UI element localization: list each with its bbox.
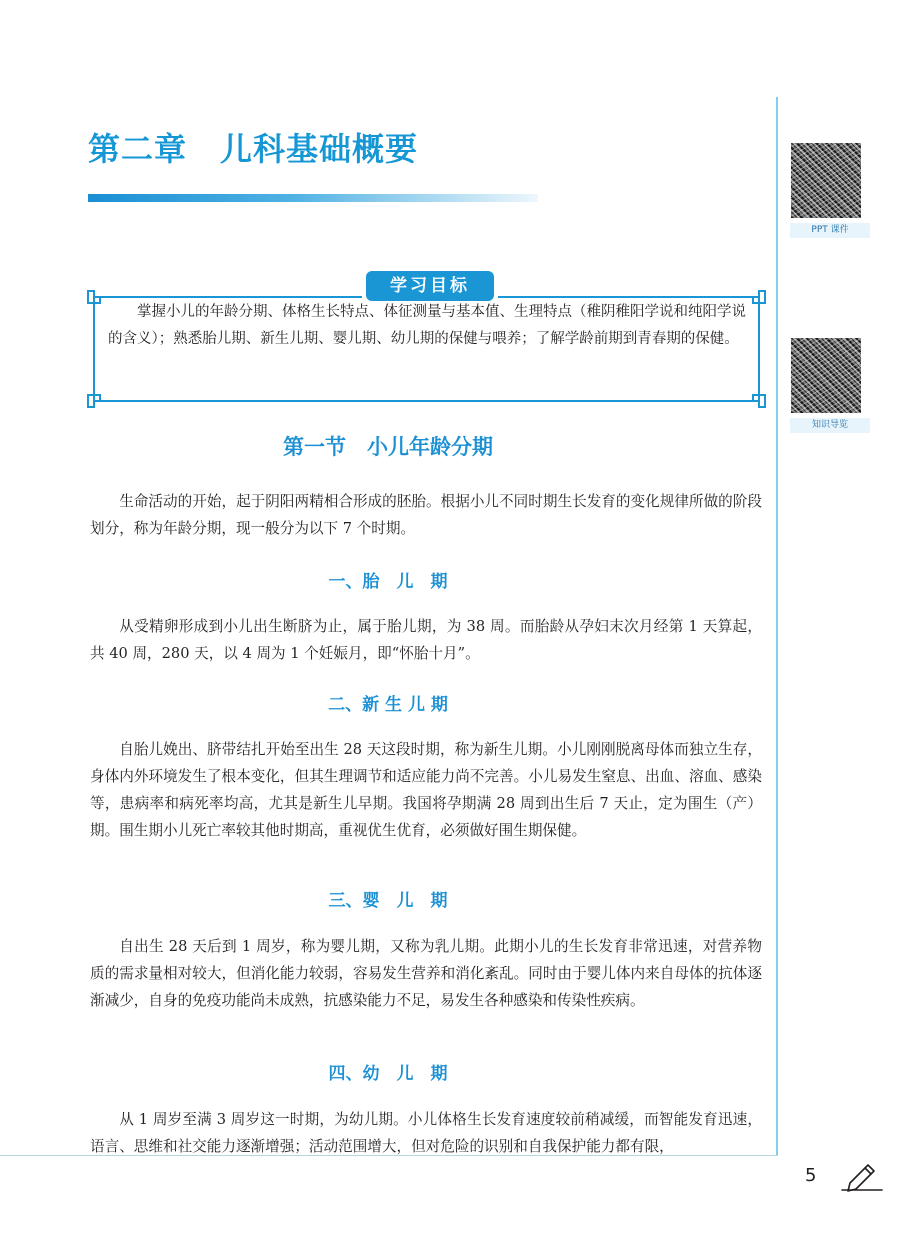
period-title-toddler: 四、幼 儿 期 xyxy=(328,1064,448,1084)
qr-label-ppt: PPT 课件 xyxy=(790,223,870,238)
qr-code-guide[interactable] xyxy=(790,338,870,433)
section-title: 第一节 小儿年龄分期 xyxy=(283,435,493,459)
chapter-title: 第二章 儿科基础概要 xyxy=(88,130,419,168)
qr-code-icon xyxy=(791,143,861,218)
period-title-neonatal: 二、新 生 儿 期 xyxy=(328,695,448,715)
chapter-title-underline xyxy=(88,194,538,202)
qr-code-icon xyxy=(791,338,861,413)
period-text-infant: 自出生 28 天后到 1 周岁，称为婴儿期，又称为乳儿期。此期小儿的生长发育非常迅速，对营养物质的需求量相对较大，但消化能力较弱，容易发生营养和消化紊乱。同时由于婴儿体内来自母体的抗体逐渐减少，自身的免疫功能尚未成熟，抗感染能力不足，易发生各种感染和传染性疾病。 xyxy=(90,938,762,1009)
period-title-fetal: 一、胎 儿 期 xyxy=(328,572,448,592)
period-text-toddler: 从 1 周岁至满 3 周岁这一时期，为幼儿期。小儿体格生长发育速度较前稍减缓，而智能发育迅速，语言、思维和社交能力逐渐增强；活动范围增大，但对危险的识别和自我保护能力都有限， xyxy=(90,1111,762,1155)
intro-paragraph: 生命活动的开始，起于阴阳两精相合形成的胚胎。根据小儿不同时期生长发育的变化规律所做的阶段划分，称为年龄分期，现一般分为以下 7 个时期。 xyxy=(90,493,762,537)
period-title-infant: 三、婴 儿 期 xyxy=(328,891,448,911)
period-text-neonatal: 自胎儿娩出、脐带结扎开始至出生 28 天这段时期，称为新生儿期。小儿刚刚脱离母体而独立生存，身体内外环境发生了根本变化，但其生理调节和适应能力尚不完善。小儿易发生窒息、出血、溶血、感染等，患病率和病死率均高，尤其是新生儿早期。我国将孕期满 28 周到出生后 7 天止，定为围生（产）期。围生期小儿死亡率较其他时期高，重视优生优育，必须做好围生期保健。 xyxy=(90,741,762,839)
qr-label-guide: 知识导览 xyxy=(790,418,870,433)
page-number: 5 xyxy=(805,1165,817,1186)
margin-rule xyxy=(776,97,778,1156)
objectives-text: 掌握小儿的年龄分期、体格生长特点、体征测量与基本值、生理特点（稚阴稚阳学说和纯阳学说的含义）；熟悉胎儿期、新生儿期、婴儿期、幼儿期的保健与喂养；了解学龄前期到青春期的保健。 xyxy=(108,304,746,347)
period-text-fetal: 从受精卵形成到小儿出生断脐为止，属于胎儿期，为 38 周。而胎龄从孕妇末次月经第 1 天算起，共 40 周，280 天，以 4 周为 1 个妊娠月，即“怀胎十月”。 xyxy=(90,618,762,662)
qr-code-ppt[interactable] xyxy=(790,143,870,238)
objectives-heading: 学习目标 xyxy=(366,271,494,301)
learning-objectives-box xyxy=(86,276,767,409)
pen-icon xyxy=(838,1159,886,1193)
